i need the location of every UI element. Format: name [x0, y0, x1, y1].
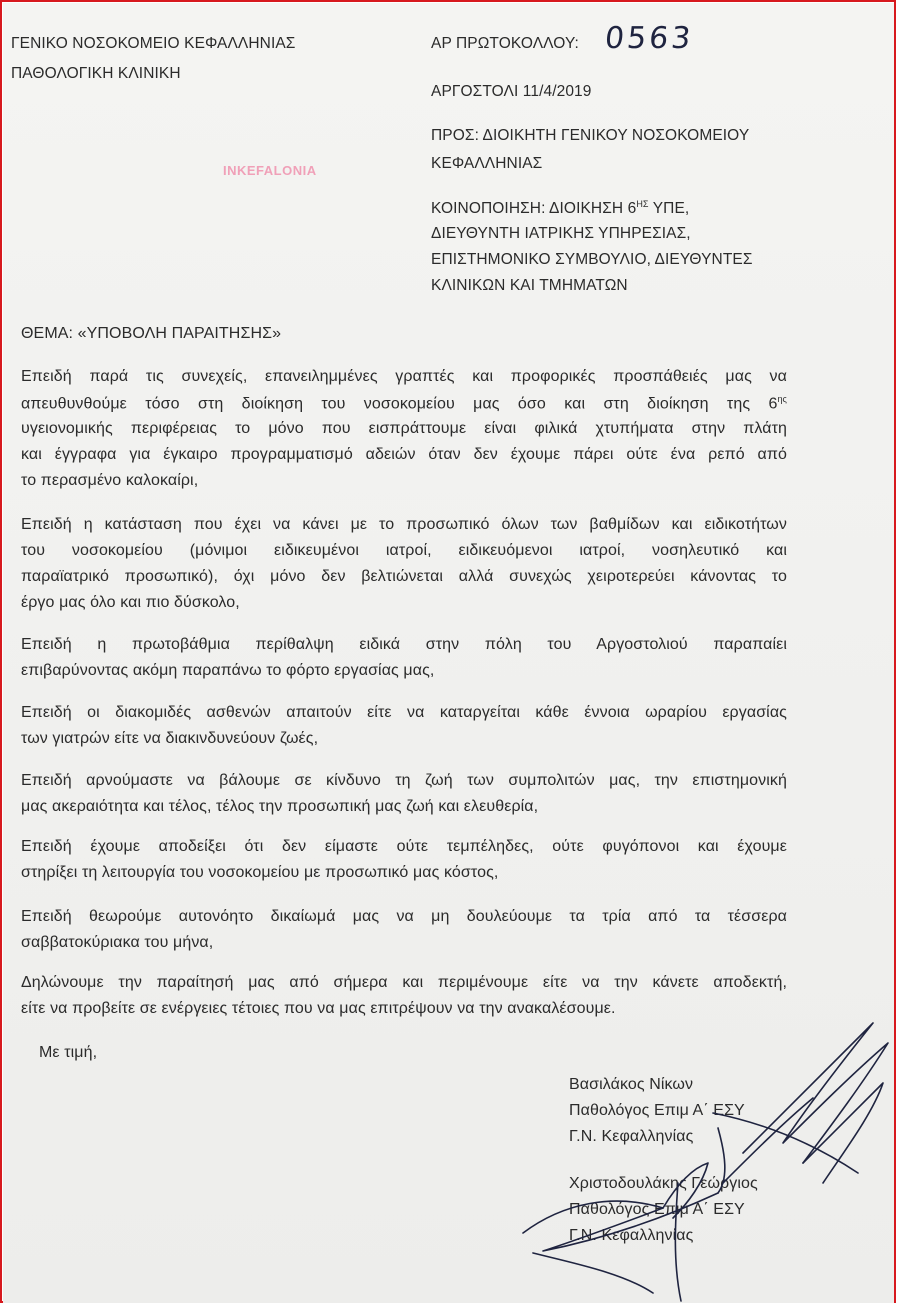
signatory-2-name: Χριστοδουλάκης Γεώργιος [569, 1175, 758, 1192]
paragraph-1-line-4: και έγγραφα για έγκαιρο προγραμματισμό αδειών όταν δεν έχουμε πάρει ούτε ένα ρεπό από [21, 446, 787, 463]
signatory-2-hospital: Γ.Ν. Κεφαλληνίας [569, 1227, 694, 1244]
signatory-1-hospital: Γ.Ν. Κεφαλληνίας [569, 1128, 694, 1145]
cc-line-3: ΕΠΙΣΤΗΜΟΝΙΚΟ ΣΥΜΒΟΥΛΙΟ, ΔΙΕΥΘΥΝΤΕΣ [431, 251, 753, 268]
paragraph-3-line-1: Επειδή η πρωτοβάθμια περίθαλψη ειδικά στην πόλη του Αργοστολιού παραπαίει [21, 636, 787, 653]
paragraph-1-line-1: Επειδή παρά τις συνεχείς, επανειλημμένες γραπτές και προφορικές προσπάθειές μας να [21, 368, 787, 385]
protocol-number: 0563 [603, 21, 696, 56]
paragraph-2-line-1: Επειδή η κατάσταση που έχει να κάνει με το προσωπικό όλων των βαθμίδων και ειδικοτήτων [21, 516, 787, 533]
paragraph-6-line-1: Επειδή έχουμε αποδείξει ότι δεν είμαστε ούτε τεμπέληδες, ούτε φυγόπονοι και έχουμε [21, 838, 787, 855]
signatory-1-name: Βασιλάκος Νίκων [569, 1076, 694, 1093]
paragraph-2-line-3: παραϊατρικό προσωπικό), όχι μόνο δεν βελτιώνεται αλλά συνεχώς χειροτερεύει κάνοντας το [21, 568, 787, 585]
paragraph-7-line-1: Επειδή θεωρούμε αυτονόητο δικαίωμά μας να μη δουλεύουμε τα τρία από τα τέσσερα [21, 908, 787, 925]
signature-1-stroke-loop [803, 1083, 883, 1183]
paragraph-5-line-1: Επειδή αρνούμαστε να βάλουμε σε κίνδυνο τη ζωή των συμπολιτών μας, την επιστημονική [21, 772, 787, 789]
place-date: ΑΡΓΟΣΤΟΛΙ 11/4/2019 [431, 83, 592, 100]
paragraph-6-line-2: στηρίξει τη λειτουργία του νοσοκομείου με προσωπικό μας κόστος, [21, 864, 499, 881]
signature-1-stroke-main [743, 1023, 888, 1163]
paragraph-1-line-5: το περασμένο καλοκαίρι, [21, 472, 199, 489]
paragraph-2-line-4: έργο μας όλο και πιο δύσκολο, [21, 594, 240, 611]
watermark: INKEFALONIA [223, 163, 317, 178]
signatory-2-title: Παθολόγος Επιμ Α΄ ΕΣΥ [569, 1201, 745, 1218]
signature-2-stroke-base [533, 1253, 653, 1293]
paragraph-7-line-2: σαββατοκύριακα του μήνα, [21, 934, 214, 951]
clinic-name: ΠΑΘΟΛΟΓΙΚΗ ΚΛΙΝΙΚΗ [11, 65, 181, 82]
protocol-label: ΑΡ ΠΡΩΤΟΚΟΛΛΟΥ: [431, 35, 579, 52]
recipient-line-1: ΠΡΟΣ: ΔΙΟΙΚΗΤΗ ΓΕΝΙΚΟΥ ΝΟΣΟΚΟΜΕΙΟΥ [431, 127, 750, 144]
paragraph-5-line-2: μας ακεραιότητα και τέλος, τέλος την προσωπική μας ζωή και ελευθερία, [21, 798, 539, 815]
signature-1-stroke-tail [713, 1113, 858, 1173]
paragraph-3-line-2: επιβαρύνοντας ακόμη παραπάνω το φόρτο εργασίας μας, [21, 662, 435, 679]
closing-salutation: Με τιμή, [39, 1044, 98, 1061]
paragraph-8-line-2: είτε να προβείτε σε ενέργειες τέτοιες που να μας επιτρέψουν να την ανακαλέσουμε. [21, 1000, 616, 1017]
cc-line-2: ΔΙΕΥΘΥΝΤΗ ΙΑΤΡΙΚΗΣ ΥΠΗΡΕΣΙΑΣ, [431, 225, 691, 242]
paragraph-8-line-1: Δηλώνουμε την παραίτησή μας από σήμερα και περιμένουμε είτε να την κάνετε αποδεκτή, [21, 974, 787, 991]
paragraph-1-line-2: απευθυνθούμε τόσο στη διοίκηση του νοσοκομείου μας όσο και στη διοίκηση της $6^{\eta\varsigma}$ [21, 394, 787, 413]
recipient-line-2: ΚΕΦΑΛΛΗΝΙΑΣ [431, 155, 543, 172]
paragraph-4-line-2: των γιατρών είτε να διακινδυνεύουν ζωές, [21, 730, 319, 747]
cc-line-1: ΚΟΙΝΟΠΟΙΗΣΗ: ΔΙΟΙΚΗΣΗ $6^{H\Sigma}$ ΥΠΕ, [431, 199, 690, 218]
paragraph-2-line-2: του νοσοκομείου (μόνιμοι ειδικευμένοι ιατροί, ειδικευόμενοι ιατροί, νοσηλευτικό και [21, 542, 787, 559]
signatory-1-title: Παθολόγος Επιμ Α΄ ΕΣΥ [569, 1102, 745, 1119]
paragraph-4-line-1: Επειδή οι διακομιδές ασθενών απαιτούν είτε να καταργείται κάθε έννοια ωραρίου εργασίας [21, 704, 787, 721]
letter-page [3, 3, 894, 1303]
subject-line: ΘΕΜΑ: «ΥΠΟΒΟΛΗ ΠΑΡΑΙΤΗΣΗΣ» [21, 325, 282, 342]
cc-line-4: ΚΛΙΝΙΚΩΝ ΚΑΙ ΤΜΗΜΑΤΩΝ [431, 277, 628, 294]
paragraph-1-line-3: υγειονομικής περιφέρειας το μόνο που εισπράττουμε είναι φιλικά χτυπήματα στην πλάτη [21, 420, 787, 437]
hospital-name: ΓΕΝΙΚΟ ΝΟΣΟΚΟΜΕΙΟ ΚΕΦΑΛΛΗΝΙΑΣ [11, 35, 296, 52]
